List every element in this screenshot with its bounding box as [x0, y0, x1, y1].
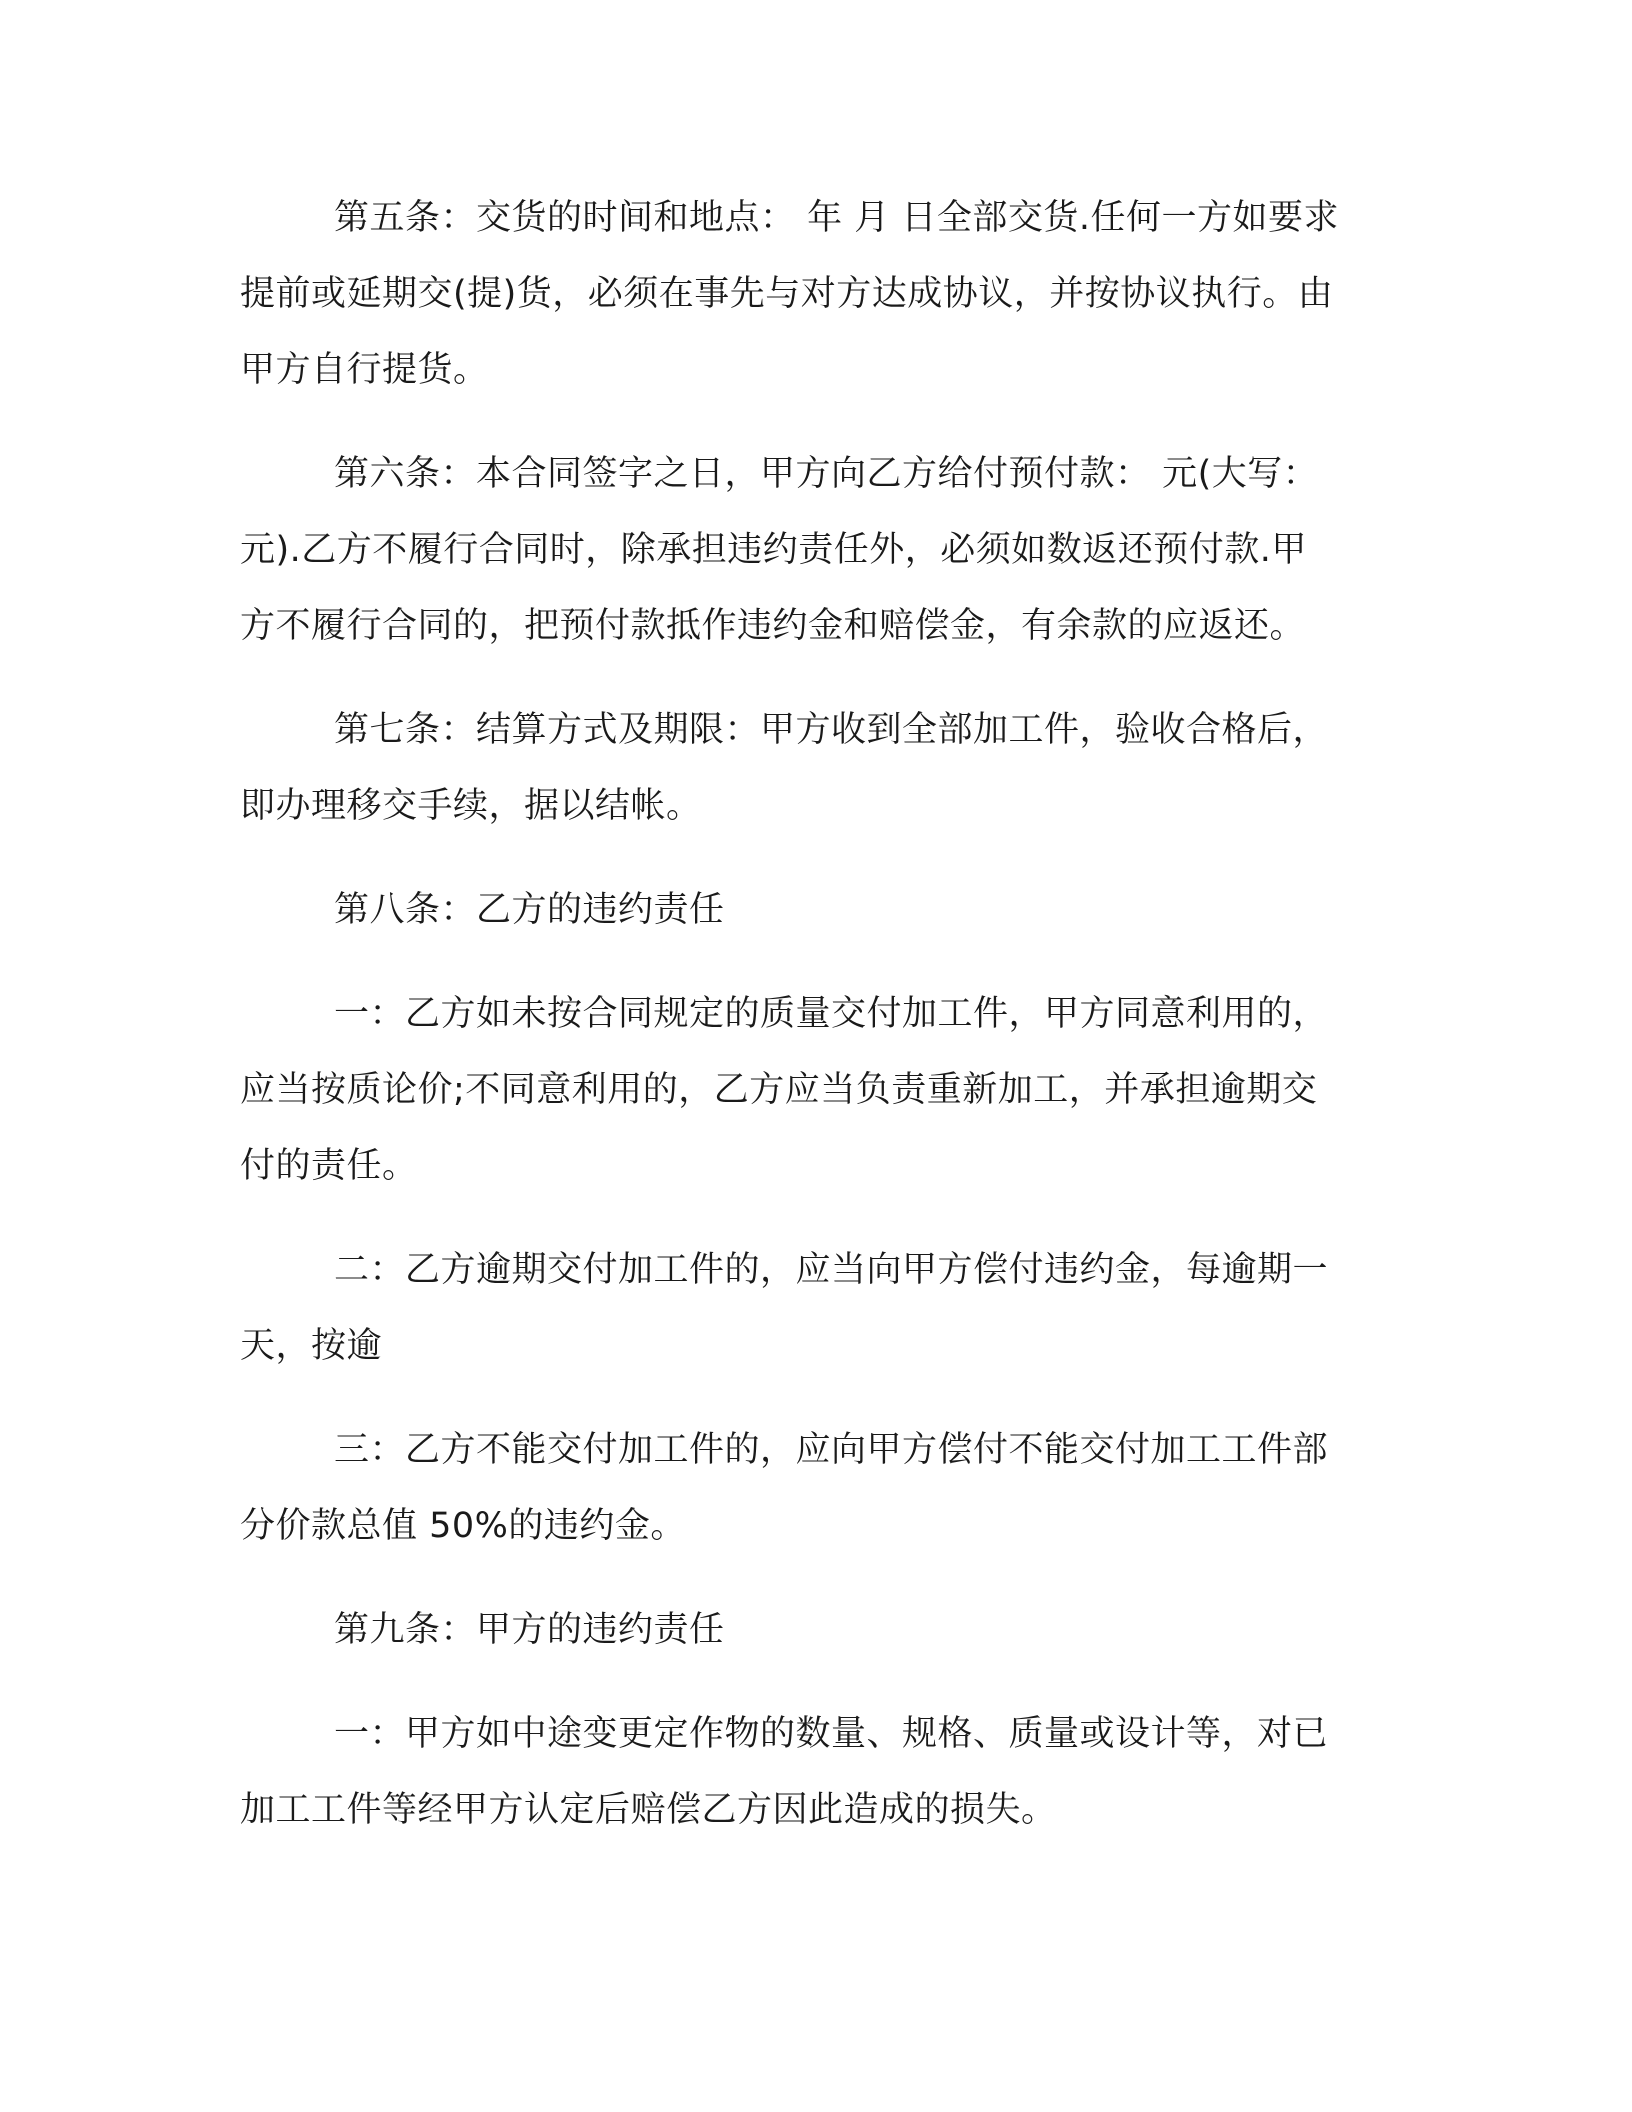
text-line: 一：乙方如未按合同规定的质量交付加工件，甲方同意利用的，	[334, 994, 1329, 1034]
text-line: 元).乙方不履行合同时，除承担违约责任外，必须如数返还预付款.甲	[240, 530, 1307, 570]
text-line: 二：乙方逾期交付加工件的，应当向甲方偿付违约金，每逾期一	[334, 1250, 1329, 1290]
text-line: 方不履行合同的，把预付款抵作违约金和赔偿金，有余款的应返还。	[240, 606, 1306, 646]
text-line: 天，按逾	[240, 1326, 383, 1366]
text-line: 一：甲方如中途变更定作物的数量、规格、质量或设计等，对已	[334, 1714, 1329, 1754]
text-line: 付的责任。	[240, 1146, 418, 1186]
text-line: 即办理移交手续，据以结帐。	[240, 786, 702, 826]
text-line: 第五条：交货的时间和地点： 年 月 日全部交货.任何一方如要求	[334, 198, 1340, 238]
text-line: 甲方自行提货。	[240, 350, 489, 390]
text-line: 第七条：结算方式及期限：甲方收到全部加工件，验收合格后，	[334, 710, 1329, 750]
text-line: 提前或延期交(提)货，必须在事先与对方达成协议，并按协议执行。由	[240, 274, 1334, 314]
section-heading: 第八条：乙方的违约责任	[334, 890, 725, 930]
text-line: 第六条：本合同签字之日，甲方向乙方给付预付款： 元(大写：	[334, 454, 1319, 494]
text-line: 加工工件等经甲方认定后赔偿乙方因此造成的损失。	[240, 1790, 1057, 1830]
text-line: 分价款总值 50%的违约金。	[240, 1506, 686, 1546]
text-line: 应当按质论价;不同意利用的，乙方应当负责重新加工，并承担逾期交	[240, 1070, 1318, 1110]
text-line: 三：乙方不能交付加工件的，应向甲方偿付不能交付加工工件部	[334, 1430, 1329, 1470]
section-heading: 第九条：甲方的违约责任	[334, 1610, 725, 1650]
